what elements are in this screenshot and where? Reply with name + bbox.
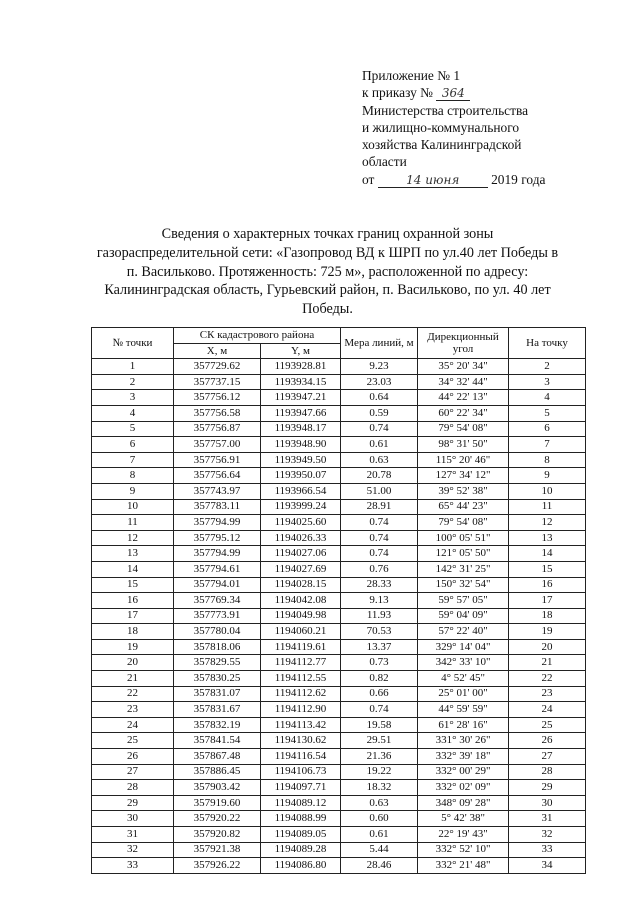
cell-y: 1194119.61 [261,639,341,655]
table-row [92,764,586,780]
cell-x: 357818.06 [174,639,261,655]
cell-point: 32 [92,842,174,858]
cell-angle: 342° 33' 10" [418,655,509,671]
cell-x: 357783.11 [174,499,261,515]
cell-to-point: 28 [509,764,586,780]
cell-to-point: 4 [509,390,586,406]
cell-measure: 13.37 [341,639,418,655]
table-row [92,733,586,749]
cell-angle: 22° 19' 43" [418,827,509,843]
order-line [362,84,602,101]
table-row [92,639,586,655]
cell-measure: 0.82 [341,671,418,687]
cell-y: 1194112.55 [261,671,341,687]
cell-measure: 0.74 [341,546,418,562]
table-row [92,561,586,577]
cell-angle: 332° 39' 18" [418,749,509,765]
cell-x: 357756.87 [174,421,261,437]
cell-point: 24 [92,717,174,733]
cell-to-point: 27 [509,749,586,765]
cell-x: 357920.82 [174,827,261,843]
cell-point: 13 [92,546,174,562]
cell-x: 357794.61 [174,561,261,577]
cell-measure: 21.36 [341,749,418,765]
cell-x: 357794.01 [174,577,261,593]
cell-to-point: 15 [509,561,586,577]
cell-to-point: 24 [509,702,586,718]
cell-x: 357841.54 [174,733,261,749]
cell-measure: 20.78 [341,468,418,484]
cell-angle: 34° 32' 44" [418,374,509,390]
table-row [92,858,586,874]
cell-point: 21 [92,671,174,687]
cell-measure: 5.44 [341,842,418,858]
cell-x: 357831.07 [174,686,261,702]
header-point: № точки [92,328,174,359]
cell-measure: 0.76 [341,561,418,577]
table-row [92,530,586,546]
table-row [92,827,586,843]
cell-angle: 150° 32' 54" [418,577,509,593]
points-table [91,327,586,874]
cell-x: 357886.45 [174,764,261,780]
cell-angle: 332° 02' 09" [418,780,509,796]
cell-x: 357794.99 [174,546,261,562]
cell-angle: 98° 31' 50" [418,437,509,453]
table-row [92,593,586,609]
table-row [92,405,586,421]
cell-to-point: 26 [509,733,586,749]
cell-angle: 60° 22' 34" [418,405,509,421]
cell-angle: 44° 22' 13" [418,390,509,406]
cell-y: 1194112.90 [261,702,341,718]
cell-point: 22 [92,686,174,702]
cell-x: 357756.64 [174,468,261,484]
cell-to-point: 31 [509,811,586,827]
cell-y: 1194042.08 [261,593,341,609]
cell-angle: 57° 22' 40" [418,624,509,640]
cell-point: 8 [92,468,174,484]
cell-point: 25 [92,733,174,749]
cell-x: 357769.34 [174,593,261,609]
cell-y: 1194113.42 [261,717,341,733]
cell-point: 3 [92,390,174,406]
table-row [92,608,586,624]
cell-angle: 35° 20' 34" [418,359,509,375]
cell-to-point: 5 [509,405,586,421]
cell-x: 357920.22 [174,811,261,827]
table-row [92,515,586,531]
table-row [92,749,586,765]
cell-x: 357830.25 [174,671,261,687]
cell-to-point: 25 [509,717,586,733]
cell-angle: 127° 34' 12" [418,468,509,484]
cell-measure: 28.91 [341,499,418,515]
cell-y: 1193950.07 [261,468,341,484]
date-prefix: от [362,171,375,187]
cell-to-point: 33 [509,842,586,858]
cell-point: 10 [92,499,174,515]
cell-measure: 0.66 [341,686,418,702]
cell-y: 1194130.62 [261,733,341,749]
cell-y: 1194106.73 [261,764,341,780]
cell-y: 1193934.15 [261,374,341,390]
table-row [92,437,586,453]
cell-point: 7 [92,452,174,468]
cell-to-point: 19 [509,624,586,640]
points-table-body [92,359,586,874]
cell-x: 357737.15 [174,374,261,390]
cell-angle: 61° 28' 16" [418,717,509,733]
cell-y: 1193999.24 [261,499,341,515]
cell-to-point: 32 [509,827,586,843]
cell-angle: 329° 14' 04" [418,639,509,655]
cell-point: 15 [92,577,174,593]
cell-to-point: 11 [509,499,586,515]
cell-angle: 4° 52' 45" [418,671,509,687]
header-x: X, м [174,343,261,359]
cell-point: 18 [92,624,174,640]
table-row [92,546,586,562]
table-row [92,468,586,484]
table-row [92,390,586,406]
table-row [92,686,586,702]
cell-to-point: 16 [509,577,586,593]
cell-measure: 11.93 [341,608,418,624]
cell-measure: 18.32 [341,780,418,796]
document-title: Сведения о характерных точках границ охранной зоны газораспределительной сети: «Газопровод ВД к ШРП по ул.40 лет Победы в п. Васильково. Протяженность: 725 м», расположенной по адресу: Калининградская область, Гурьевский район, п. Васильково, по ул. 40 лет Победы. [96,226,559,318]
cell-measure: 28.33 [341,577,418,593]
table-row [92,717,586,733]
cell-to-point: 17 [509,593,586,609]
date-field [378,173,488,188]
cell-measure: 0.63 [341,452,418,468]
cell-x: 357829.55 [174,655,261,671]
cell-to-point: 7 [509,437,586,453]
cell-measure: 51.00 [341,483,418,499]
cell-point: 19 [92,639,174,655]
cell-to-point: 3 [509,374,586,390]
cell-x: 357773.91 [174,608,261,624]
cell-point: 28 [92,780,174,796]
table-row [92,702,586,718]
cell-point: 30 [92,811,174,827]
cell-to-point: 12 [509,515,586,531]
cell-angle: 39° 52' 38" [418,483,509,499]
header-y: Y, м [261,343,341,359]
table-row [92,795,586,811]
cell-point: 20 [92,655,174,671]
cell-measure: 0.61 [341,437,418,453]
cell-angle: 79° 54' 08" [418,515,509,531]
appendix-line: области [362,154,407,170]
cell-to-point: 8 [509,452,586,468]
cell-measure: 0.60 [341,811,418,827]
cell-to-point: 29 [509,780,586,796]
table-row [92,811,586,827]
cell-measure: 0.61 [341,827,418,843]
cell-to-point: 18 [509,608,586,624]
table-row [92,499,586,515]
appendix-line: хозяйства Калининградской [362,137,522,153]
cell-y: 1194089.28 [261,842,341,858]
cell-to-point: 2 [509,359,586,375]
cell-angle: 59° 57' 05" [418,593,509,609]
cell-measure: 9.13 [341,593,418,609]
cell-point: 6 [92,437,174,453]
cell-point: 16 [92,593,174,609]
table-row [92,421,586,437]
cell-angle: 44° 59' 59" [418,702,509,718]
cell-measure: 23.03 [341,374,418,390]
cell-angle: 332° 00' 29" [418,764,509,780]
cell-angle: 100° 05' 51" [418,530,509,546]
cell-measure: 0.63 [341,795,418,811]
cell-point: 2 [92,374,174,390]
header-sk: СК кадастрового района [174,328,341,344]
cell-to-point: 14 [509,546,586,562]
cell-y: 1194028.15 [261,577,341,593]
table-row [92,780,586,796]
cell-x: 357794.99 [174,515,261,531]
cell-point: 27 [92,764,174,780]
table-row [92,842,586,858]
cell-measure: 0.74 [341,530,418,546]
cell-x: 357729.62 [174,359,261,375]
cell-measure: 0.73 [341,655,418,671]
cell-angle: 59° 04' 09" [418,608,509,624]
cell-angle: 115° 20' 46" [418,452,509,468]
cell-measure: 28.46 [341,858,418,874]
cell-angle: 332° 52' 10" [418,842,509,858]
cell-to-point: 21 [509,655,586,671]
cell-angle: 5° 42' 38" [418,811,509,827]
cell-point: 14 [92,561,174,577]
order-number-handwritten: 364 [441,86,465,101]
cell-to-point: 34 [509,858,586,874]
order-prefix: к приказу № [362,85,433,101]
cell-y: 1193949.50 [261,452,341,468]
cell-measure: 0.64 [341,390,418,406]
date-line [362,171,602,188]
cell-y: 1194086.80 [261,858,341,874]
points-table-header [92,328,586,359]
table-row [92,577,586,593]
cell-y: 1193947.21 [261,390,341,406]
cell-y: 1193948.90 [261,437,341,453]
cell-x: 357903.42 [174,780,261,796]
cell-angle: 348° 09' 28" [418,795,509,811]
cell-angle: 65° 44' 23" [418,499,509,515]
date-suffix: 2019 года [491,171,546,187]
cell-to-point: 20 [509,639,586,655]
cell-measure: 0.74 [341,421,418,437]
cell-x: 357919.60 [174,795,261,811]
table-row [92,624,586,640]
cell-point: 29 [92,795,174,811]
cell-angle: 25° 01' 00" [418,686,509,702]
cell-point: 31 [92,827,174,843]
appendix-line: Приложение № 1 [362,68,461,83]
cell-measure: 0.59 [341,405,418,421]
cell-to-point: 9 [509,468,586,484]
appendix-block [362,67,602,188]
appendix-line: Министерства строительства [362,102,529,118]
cell-y: 1193928.81 [261,359,341,375]
cell-y: 1193948.17 [261,421,341,437]
header-to-point: На точку [509,328,586,359]
cell-x: 357780.04 [174,624,261,640]
order-number-field [436,86,470,101]
table-row [92,671,586,687]
cell-measure: 9.23 [341,359,418,375]
cell-point: 12 [92,530,174,546]
cell-to-point: 13 [509,530,586,546]
cell-point: 5 [92,421,174,437]
cell-y: 1194112.77 [261,655,341,671]
cell-y: 1194027.69 [261,561,341,577]
cell-angle: 79° 54' 08" [418,421,509,437]
cell-y: 1194097.71 [261,780,341,796]
cell-angle: 331° 30' 26" [418,733,509,749]
cell-angle: 142° 31' 25" [418,561,509,577]
cell-point: 33 [92,858,174,874]
cell-point: 4 [92,405,174,421]
cell-y: 1193947.66 [261,405,341,421]
table-row [92,483,586,499]
cell-to-point: 22 [509,671,586,687]
cell-x: 357831.67 [174,702,261,718]
date-handwritten: 14 июня [406,172,460,187]
cell-x: 357867.48 [174,749,261,765]
cell-to-point: 23 [509,686,586,702]
cell-x: 357921.38 [174,842,261,858]
header-measure: Мера линий, м [341,328,418,359]
cell-to-point: 6 [509,421,586,437]
cell-y: 1194027.06 [261,546,341,562]
table-row [92,452,586,468]
cell-y: 1194112.62 [261,686,341,702]
cell-point: 1 [92,359,174,375]
cell-angle: 121° 05' 50" [418,546,509,562]
table-row [92,374,586,390]
cell-y: 1194049.98 [261,608,341,624]
table-row [92,359,586,375]
cell-y: 1194025.60 [261,515,341,531]
cell-point: 26 [92,749,174,765]
cell-y: 1194089.12 [261,795,341,811]
cell-y: 1193966.54 [261,483,341,499]
cell-y: 1194026.33 [261,530,341,546]
cell-point: 23 [92,702,174,718]
cell-measure: 19.22 [341,764,418,780]
cell-to-point: 30 [509,795,586,811]
cell-point: 9 [92,483,174,499]
appendix-line: и жилищно-коммунального [362,119,520,135]
cell-to-point: 10 [509,483,586,499]
cell-x: 357743.97 [174,483,261,499]
cell-x: 357756.12 [174,390,261,406]
cell-x: 357756.58 [174,405,261,421]
cell-x: 357832.19 [174,717,261,733]
cell-point: 11 [92,515,174,531]
cell-measure: 0.74 [341,702,418,718]
cell-measure: 19.58 [341,717,418,733]
table-row [92,655,586,671]
cell-x: 357926.22 [174,858,261,874]
cell-point: 17 [92,608,174,624]
cell-y: 1194116.54 [261,749,341,765]
cell-x: 357756.91 [174,452,261,468]
cell-angle: 332° 21' 48" [418,858,509,874]
cell-x: 357757.00 [174,437,261,453]
cell-y: 1194088.99 [261,811,341,827]
cell-x: 357795.12 [174,530,261,546]
cell-measure: 0.74 [341,515,418,531]
cell-y: 1194089.05 [261,827,341,843]
cell-measure: 70.53 [341,624,418,640]
cell-y: 1194060.21 [261,624,341,640]
header-angle: Дирекционный угол [418,328,509,359]
cell-measure: 29.51 [341,733,418,749]
